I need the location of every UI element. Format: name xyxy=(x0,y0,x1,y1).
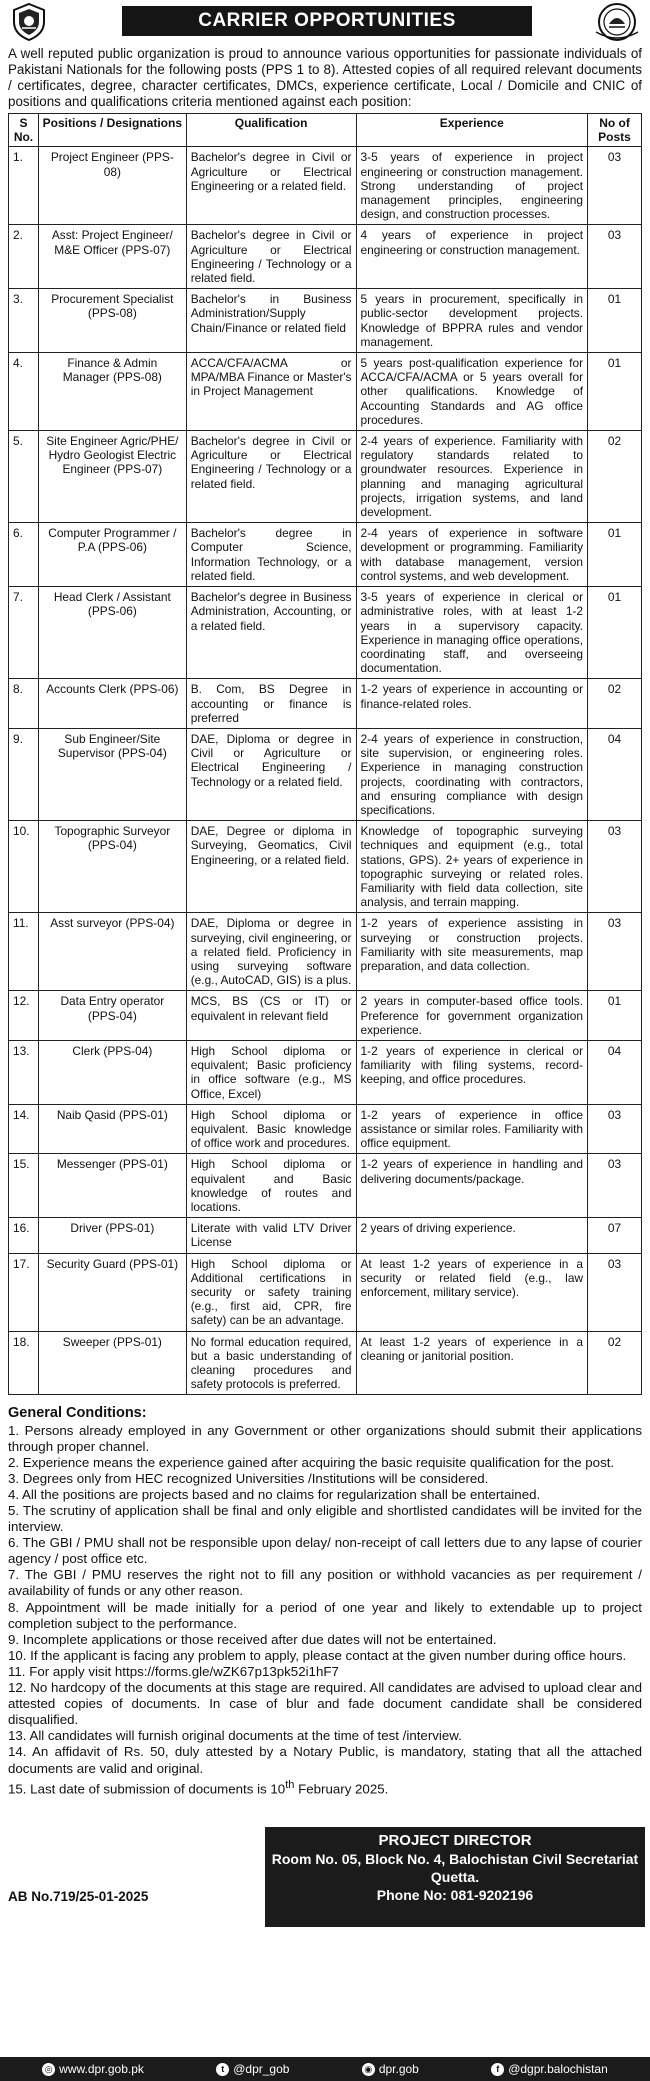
row-qualification: Bachelor's in Business Administration/Supply Chain/Finance or related field xyxy=(186,289,356,353)
row-sno: 6. xyxy=(9,523,39,587)
project-director-title: PROJECT DIRECTOR xyxy=(378,1832,532,1850)
row-qualification: High School diploma or Additional certifications in security or safety training (e.g., first aid, CPR, fire safety) can be an advantage. xyxy=(186,1253,356,1331)
row-sno: 1. xyxy=(9,147,39,225)
table-row xyxy=(9,679,642,729)
condition-item-last-date xyxy=(8,1777,642,1798)
social-facebook[interactable] xyxy=(491,2062,608,2076)
row-experience: 2-4 years of experience in construction, site supervision, or engineering roles. Experience in managing construction projects, coordinating with contractors, and ensuring compliance with design specifications. xyxy=(356,728,588,820)
row-sno: 9. xyxy=(9,728,39,820)
row-posts: 04 xyxy=(588,1040,642,1104)
row-position: Accounts Clerk (PPS-06) xyxy=(38,679,186,729)
twitter-icon: t xyxy=(216,2063,229,2076)
row-experience: 3-5 years of experience in clerical or administrative roles, with at least 1-2 years in a supervisory capacity. Experience in managing office operations, coordinating staff, and overseeing documentation. xyxy=(356,587,588,679)
condition-item: 13. All candidates will furnish original documents at the time of test /interview. xyxy=(8,1728,462,1744)
row-experience: 1-2 years of experience in handling and delivering documents/package. xyxy=(356,1154,588,1218)
table-row xyxy=(9,821,642,913)
row-posts: 03 xyxy=(588,1154,642,1218)
table-row xyxy=(9,1218,642,1253)
row-position: Head Clerk / Assistant (PPS-06) xyxy=(38,587,186,679)
row-position: Asst: Project Engineer/ M&E Officer (PPS-07) xyxy=(38,225,186,289)
project-director-address: Room No. 05, Block No. 4, Balochistan Civil Secretariat Quetta. xyxy=(271,1851,639,1886)
social-website[interactable] xyxy=(42,2062,144,2076)
row-experience: 1-2 years of experience in clerical or familiarity with filing systems, record-keeping, and office procedures. xyxy=(356,1040,588,1104)
condition-item: 3. Degrees only from HEC recognized Universities /Institutions will be considered. xyxy=(8,1470,489,1486)
row-qualification: B. Com, BS Degree in accounting or finance is preferred xyxy=(186,679,356,729)
row-sno: 14. xyxy=(9,1104,39,1154)
table-row xyxy=(9,1104,642,1154)
row-experience: 1-2 years of experience assisting in surveying or construction projects. Familiarity with site measurements, map preparation, and data collection. xyxy=(356,913,588,991)
condition-item: 12. No hardcopy of the documents at this stage are required. All candidates are advised to upload clear and attested copies of documents. In case of blur and fade document candidate shall be considered disqualified. xyxy=(8,1680,642,1728)
row-experience: At least 1-2 years of experience in a cleaning or janitorial position. xyxy=(356,1331,588,1395)
row-position: Sweeper (PPS-01) xyxy=(38,1331,186,1395)
table-row xyxy=(9,728,642,820)
row-qualification: Bachelor's degree in Civil or Agriculture or Electrical Engineering / Technology or a related field. xyxy=(186,431,356,523)
row-sno: 16. xyxy=(9,1218,39,1253)
general-conditions-title: General Conditions: xyxy=(8,1405,147,1422)
header-posts: No of Posts xyxy=(588,114,642,147)
header-qualification: Qualification xyxy=(186,114,356,147)
row-sno: 8. xyxy=(9,679,39,729)
row-posts: 01 xyxy=(588,353,642,431)
row-posts: 01 xyxy=(588,523,642,587)
row-experience: 2 years of driving experience. xyxy=(356,1218,588,1253)
ab-number: AB No.719/25-01-2025 xyxy=(8,1889,149,1905)
row-sno: 17. xyxy=(9,1253,39,1331)
row-position: Topographic Surveyor (PPS-04) xyxy=(38,821,186,913)
row-qualification: Literate with valid LTV Driver License xyxy=(186,1218,356,1253)
row-posts: 03 xyxy=(588,913,642,991)
row-experience: 2-4 years of experience. Familiarity with regulatory standards related to groundwater resources. Experience in planning and managing agricultural projects, irrigation systems, and land development. xyxy=(356,431,588,523)
project-director-box xyxy=(265,1827,645,1927)
header-sno: S No. xyxy=(9,114,39,147)
row-posts: 02 xyxy=(588,1331,642,1395)
row-qualification: No formal education required, but a basic understanding of cleaning procedures and safety protocols is preferred. xyxy=(186,1331,356,1395)
row-posts: 01 xyxy=(588,991,642,1041)
row-posts: 01 xyxy=(588,289,642,353)
condition-item: 14. An affidavit of Rs. 50, duly attested by a Notary Public, is mandatory, stating that all the attached documents are valid and original. xyxy=(8,1744,642,1776)
condition-item: 1. Persons already employed in any Government or other organizations should submit their applications through proper channel. xyxy=(8,1422,642,1454)
condition-item: 9. Incomplete applications or those received after due dates will not be entertained. xyxy=(8,1631,497,1647)
table-row xyxy=(9,991,642,1041)
row-sno: 18. xyxy=(9,1331,39,1395)
row-experience: 5 years in procurement, specifically in public-sector development projects. Knowledge of BPPRA rules and vendor management. xyxy=(356,289,588,353)
table-row xyxy=(9,289,642,353)
condition-item: 10. If the applicant is facing any problem to apply, please contact at the given number during office hours. xyxy=(8,1647,627,1663)
row-experience: 2 years in computer-based office tools. Preference for government organization experience. xyxy=(356,991,588,1041)
row-position: Clerk (PPS-04) xyxy=(38,1040,186,1104)
page-title: CARRIER OPPORTUNITIES xyxy=(122,6,532,36)
row-posts: 07 xyxy=(588,1218,642,1253)
row-experience: At least 1-2 years of experience in a security or related field (e.g., law enforcement, military service). xyxy=(356,1253,588,1331)
table-row xyxy=(9,587,642,679)
row-position: Project Engineer (PPS-08) xyxy=(38,147,186,225)
row-posts: 04 xyxy=(588,728,642,820)
row-sno: 2. xyxy=(9,225,39,289)
condition-item: 7. The GBI / PMU reserves the right not to fill any position or withhold vacancies as per requirement / availability of funds or any other reason. xyxy=(8,1567,642,1599)
row-qualification: DAE, Diploma or degree in surveying, civil engineering, or a related field. Proficiency in using surveying software (e.g., AutoCAD, GIS) is a plus. xyxy=(186,913,356,991)
row-experience: 3-5 years of experience in project engineering or construction management. Strong understanding of project management principles, engineering design, and construction processes. xyxy=(356,147,588,225)
row-sno: 7. xyxy=(9,587,39,679)
project-director-phone: Phone No: 081-9202196 xyxy=(376,1887,534,1904)
row-qualification: Bachelor's degree in Business Administration, Accounting, or a related field. xyxy=(186,587,356,679)
row-position: Asst surveyor (PPS-04) xyxy=(38,913,186,991)
table-row xyxy=(9,1331,642,1395)
row-qualification: High School diploma or equivalent. Basic knowledge of office work and procedures. xyxy=(186,1104,356,1154)
table-header-row xyxy=(9,114,642,147)
header-position: Positions / Designations xyxy=(38,114,186,147)
row-qualification: MCS, BS (CS or IT) or equivalent in relevant field xyxy=(186,991,356,1041)
row-position: Data Entry operator (PPS-04) xyxy=(38,991,186,1041)
condition-item: 8. Appointment will be made initially for a period of one year and likely to extendable up to project completion subject to the performance. xyxy=(8,1599,642,1631)
last-date-suffix: February 2025. xyxy=(294,1781,389,1797)
table-row xyxy=(9,431,642,523)
row-posts: 03 xyxy=(588,1253,642,1331)
row-experience: 1-2 years of experience in office assistance or similar roles. Familiarity with office equipment. xyxy=(356,1104,588,1154)
row-position: Sub Engineer/Site Supervisor (PPS-04) xyxy=(38,728,186,820)
row-qualification: Bachelor's degree in Computer Science, Information Technology, or a related field. xyxy=(186,523,356,587)
general-conditions xyxy=(8,1405,642,1797)
social-website-text: www.dpr.gob.pk xyxy=(59,2062,144,2076)
row-qualification: DAE, Degree or diploma in Surveying, Geomatics, Civil Engineering, or a related field. xyxy=(186,821,356,913)
condition-item: 2. Experience means the experience gained after acquiring the basic requisite qualification for the post. xyxy=(8,1454,615,1470)
row-qualification: High School diploma or equivalent; Basic proficiency in office software (e.g., MS Office, Excel) xyxy=(186,1040,356,1104)
social-twitter-text: @dpr_gob xyxy=(233,2062,290,2076)
row-qualification: Bachelor's degree in Civil or Agriculture or Electrical Engineering / Technology or a related field. xyxy=(186,225,356,289)
table-row xyxy=(9,225,642,289)
row-experience: Knowledge of topographic surveying techniques and equipment (e.g., total stations, GPS). 2+ years of experience in topographic surveying or related roles. Familiarity with field data collection, site analysis, and terrain mapping. xyxy=(356,821,588,913)
government-emblem-icon xyxy=(8,2,50,42)
table-row xyxy=(9,1154,642,1218)
row-position: Security Guard (PPS-01) xyxy=(38,1253,186,1331)
row-posts: 02 xyxy=(588,431,642,523)
row-position: Procurement Specialist (PPS-08) xyxy=(38,289,186,353)
row-qualification: DAE, Diploma or degree in Civil or Agriculture or Electrical Engineering / Technology or a related field. xyxy=(186,728,356,820)
row-position: Messenger (PPS-01) xyxy=(38,1154,186,1218)
row-experience: 2-4 years of experience in software development or programming. Familiarity with database management, version control systems, and web development. xyxy=(356,523,588,587)
positions-table xyxy=(8,113,642,1395)
table-row xyxy=(9,1040,642,1104)
row-posts: 03 xyxy=(588,1104,642,1154)
last-date-sup: th xyxy=(285,1778,295,1791)
header-experience: Experience xyxy=(356,114,588,147)
condition-item: 6. The GBI / PMU shall not be responsible upon delay/ non-receipt of call letters due to any lapse of courier agency / post office etc. xyxy=(8,1535,642,1567)
row-position: Driver (PPS-01) xyxy=(38,1218,186,1253)
row-position: Finance & Admin Manager (PPS-08) xyxy=(38,353,186,431)
row-sno: 13. xyxy=(9,1040,39,1104)
table-row xyxy=(9,1253,642,1331)
condition-item-apply-link[interactable]: 11. For apply visit https://forms.gle/wZK67p13pk52i1hF7 xyxy=(8,1663,339,1679)
row-sno: 10. xyxy=(9,821,39,913)
condition-item: 4. All the positions are projects based and no claims for regularization shall be entertained. xyxy=(8,1486,541,1502)
table-row xyxy=(9,353,642,431)
row-posts: 02 xyxy=(588,679,642,729)
footer xyxy=(0,1797,650,1917)
row-qualification: High School diploma or equivalent and Basic knowledge of routes and locations. xyxy=(186,1154,356,1218)
row-sno: 12. xyxy=(9,991,39,1041)
table-row xyxy=(9,523,642,587)
social-facebook-text: @dgpr.balochistan xyxy=(508,2062,608,2076)
row-position: Site Engineer Agric/PHE/ Hydro Geologist Electric Engineer (PPS-07) xyxy=(38,431,186,523)
row-sno: 4. xyxy=(9,353,39,431)
row-sno: 3. xyxy=(9,289,39,353)
row-experience: 4 years of experience in project engineering or construction management. xyxy=(356,225,588,289)
row-qualification: ACCA/CFA/ACMA or MPA/MBA Finance or Master's in Project Management xyxy=(186,353,356,431)
table-row xyxy=(9,913,642,991)
facebook-icon: f xyxy=(491,2063,504,2076)
header xyxy=(0,0,650,44)
instagram-icon: ◉ xyxy=(362,2063,375,2076)
row-qualification: Bachelor's degree in Civil or Agriculture or Electrical Engineering or a related field. xyxy=(186,147,356,225)
row-sno: 11. xyxy=(9,913,39,991)
row-posts: 03 xyxy=(588,225,642,289)
last-date-prefix: 15. Last date of submission of documents is 10 xyxy=(8,1781,286,1797)
social-instagram[interactable] xyxy=(362,2062,419,2076)
row-experience: 5 years post-qualification experience for ACCA/CFA/ACMA or 5 years overall for other qualifications. Knowledge of Accounting Standards and AG office procedures. xyxy=(356,353,588,431)
row-position: Computer Programmer / P.A (PPS-06) xyxy=(38,523,186,587)
social-bar xyxy=(0,2057,650,2081)
globe-icon: ◎ xyxy=(42,2063,55,2076)
organization-seal-icon xyxy=(592,2,642,42)
row-experience: 1-2 years of experience in accounting or finance-related roles. xyxy=(356,679,588,729)
row-position: Naib Qasid (PPS-01) xyxy=(38,1104,186,1154)
row-posts: 03 xyxy=(588,147,642,225)
row-posts: 01 xyxy=(588,587,642,679)
table-row xyxy=(9,147,642,225)
row-posts: 03 xyxy=(588,821,642,913)
row-sno: 5. xyxy=(9,431,39,523)
intro-paragraph: A well reputed public organization is proud to announce various opportunities for passionate individuals of Pakistani Nationals for the following posts (PPS 1 to 8). Attested copies of all required relevant documents / certificates, degree, character certificates, DMCs, experience certificate, Local / Domicile and CNIC of positions and qualifications criteria mentioned against each position: xyxy=(8,46,642,109)
social-twitter[interactable] xyxy=(216,2062,289,2076)
social-instagram-text: dpr.gob xyxy=(378,2062,419,2076)
condition-item: 5. The scrutiny of application shall be final and only eligible and shortlisted candidates will be invited for the interview. xyxy=(8,1503,642,1535)
row-sno: 15. xyxy=(9,1154,39,1218)
